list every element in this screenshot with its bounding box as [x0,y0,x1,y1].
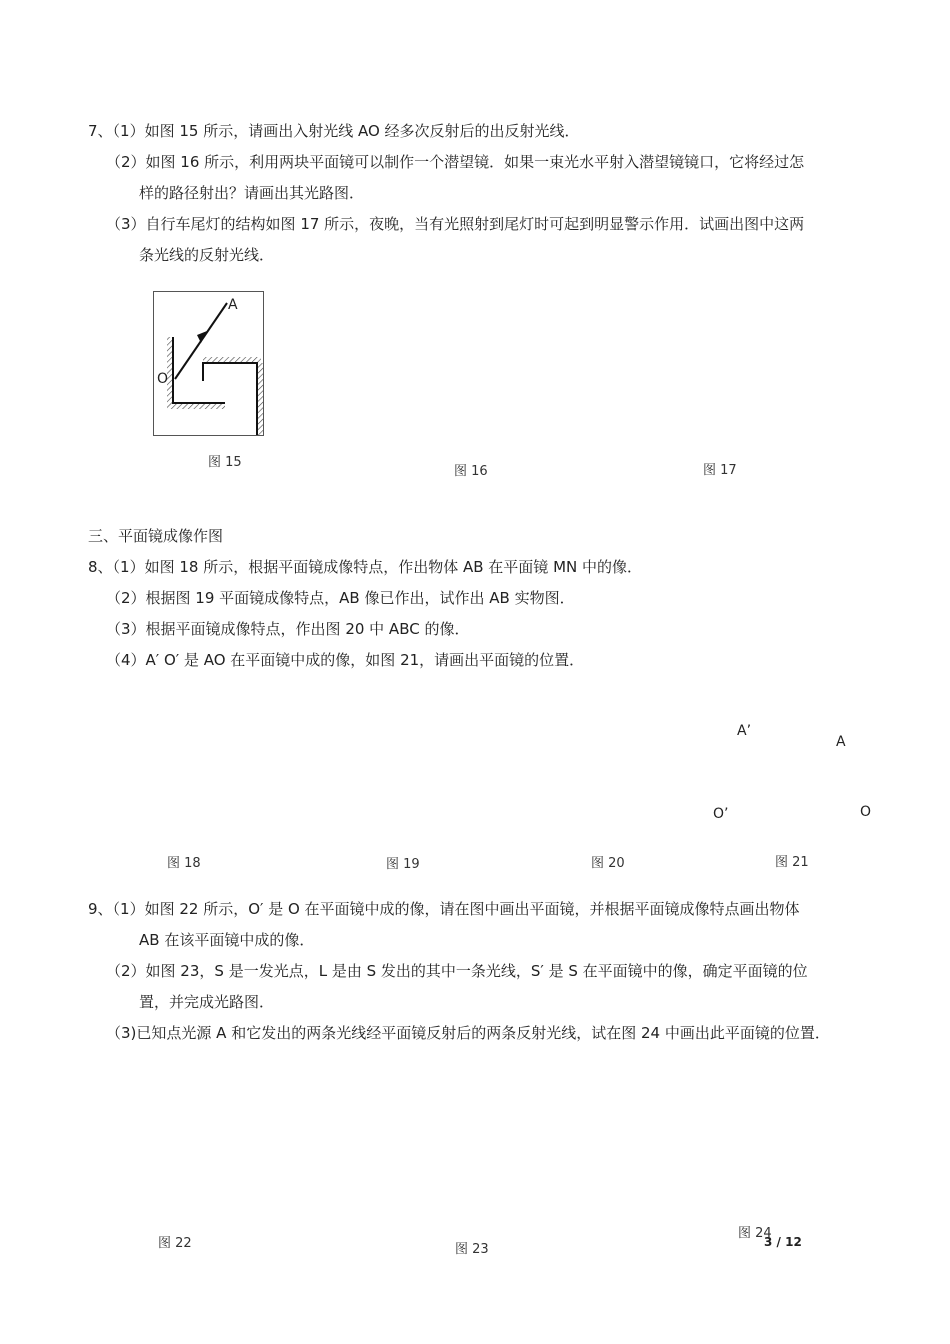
q9-part1-line2: AB 在该平面镜中成的像． [139,931,315,949]
figure-17-caption: 图 17 [703,463,737,478]
figure-20-caption: 图 20 [591,856,625,871]
figure-21-label-o-prime: O’ [713,806,729,822]
q8-part2: （2）根据图 19 平面镜成像特点，AB 像已作出，试作出 AB 实物图． [106,589,575,607]
figure-21-caption: 图 21 [775,855,809,870]
figure-15-label-a: A [228,297,238,313]
figure-19-caption: 图 19 [386,857,420,872]
figure-21-label-a-prime: A’ [737,723,752,739]
q7-part3-line1: （3）自行车尾灯的结构如图 17 所示，夜晚，当有光照射到尾灯时可起到明显警示作用．试画出图中这两 [106,215,805,233]
q7-part2-line2: 样的路径射出？请画出其光路图． [139,184,365,202]
q9-part1-line1: 9、（1）如图 22 所示，O′ 是 O 在平面镜中成的像，请在图中画出平面镜，并根据平面镜成像特点画出物体 [88,900,800,918]
q7-part2-line1: （2）如图 16 所示，利用两块平面镜可以制作一个潜望镜．如果一束光水平射入潜望镜镜口，它将经过怎 [106,153,805,171]
q7-part3-line2: 条光线的反射光线． [139,246,275,264]
q8-part4: （4）A′ O′ 是 AO 在平面镜中成的像，如图 21，请画出平面镜的位置． [106,651,585,669]
q8-part3: （3）根据平面镜成像特点，作出图 20 中 ABC 的像． [106,620,470,638]
figure-21-label-o: O [860,804,872,820]
figure-15-label-o: O [157,371,169,387]
q8-part1: 8、（1）如图 18 所示，根据平面镜成像特点，作出物体 AB 在平面镜 MN 中的像． [88,558,642,576]
q9-part3: （3)已知点光源 A 和它发出的两条光线经平面镜反射后的两条反射光线，试在图 24 中画出此平面镜的位置． [106,1024,830,1042]
q9-part2-line2: 置，并完成光路图． [139,993,275,1011]
q7-part1: 7、（1）如图 15 所示，请画出入射光线 AO 经多次反射后的出反射光线． [88,122,580,140]
page-number: 3 / 12 [764,1235,802,1249]
figure-21-label-a: A [836,734,846,750]
figure-16-caption: 图 16 [454,464,488,479]
figure-15-diagram [153,291,265,437]
figure-18-caption: 图 18 [167,856,201,871]
figure-23-caption: 图 23 [455,1242,489,1257]
section-3-heading: 三、平面镜成像作图 [88,527,224,545]
figure-15-caption: 图 15 [208,455,242,470]
q9-part2-line1: （2）如图 23，S 是一发光点，L 是由 S 发出的其中一条光线，S′ 是 S 在平面镜中的像，确定平面镜的位 [106,962,808,980]
figure-24-caption: 图 24 [738,1226,772,1241]
figure-22-caption: 图 22 [158,1236,192,1251]
